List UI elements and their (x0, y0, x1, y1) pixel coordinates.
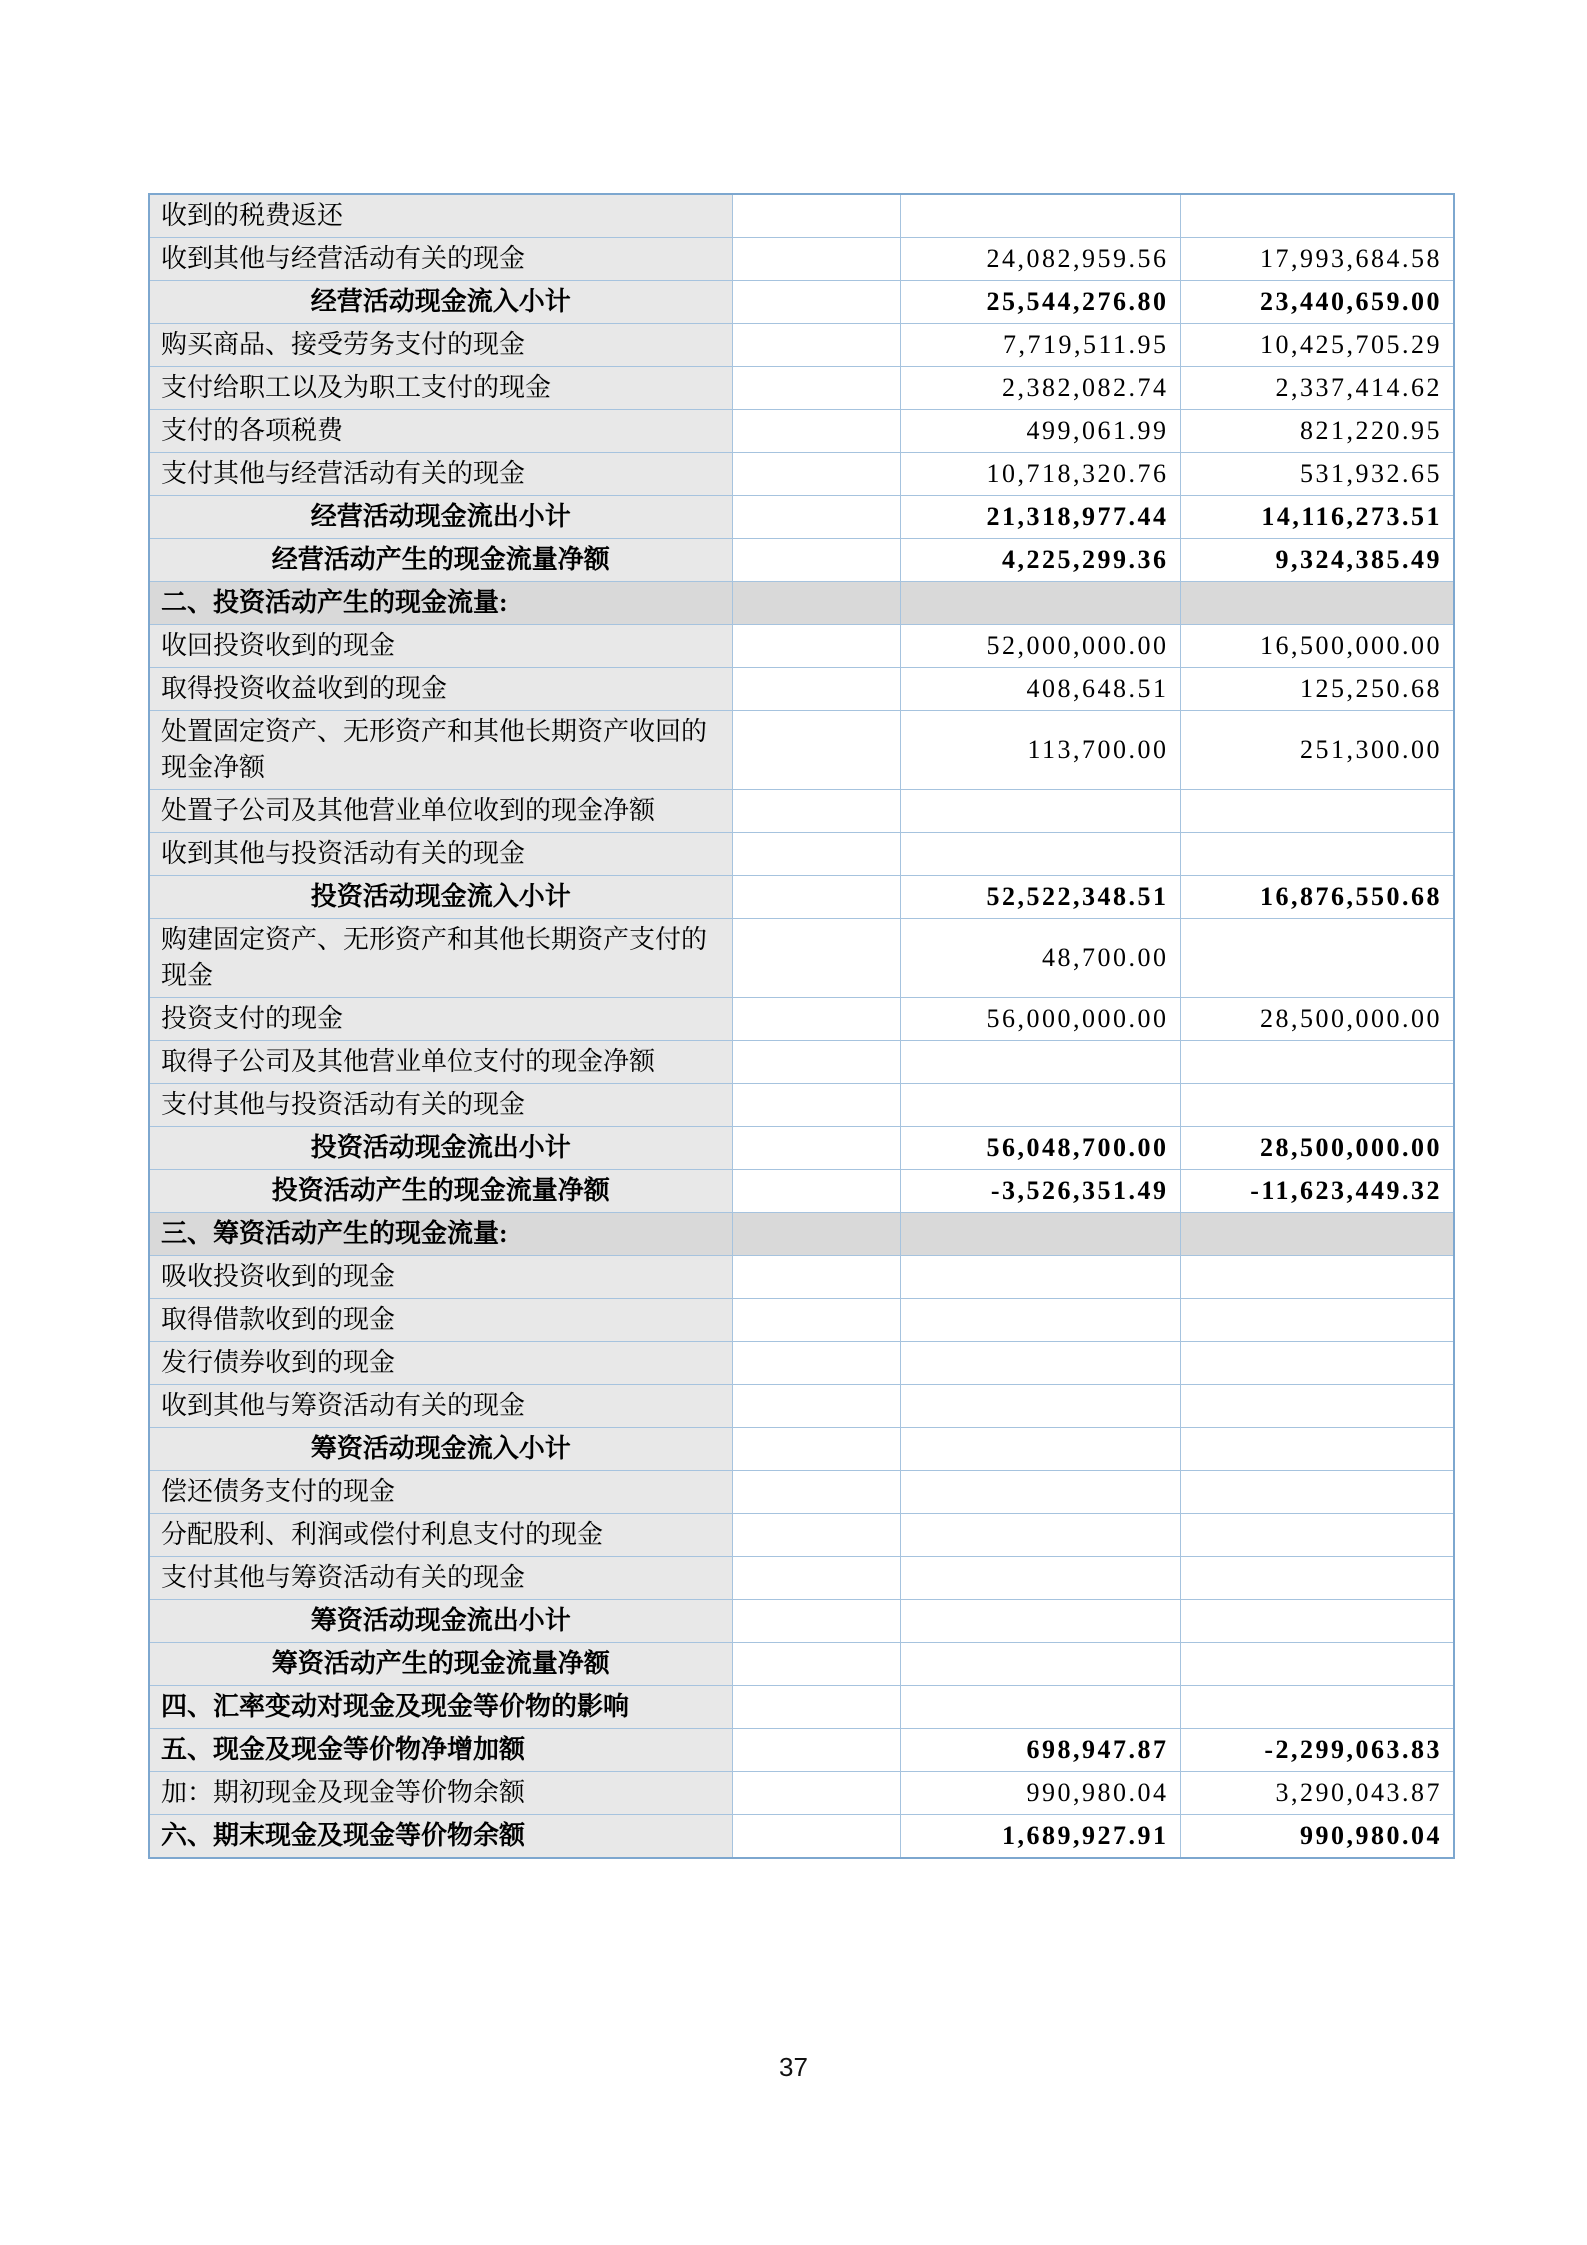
table-row (149, 1772, 1454, 1815)
table-row (149, 1127, 1454, 1170)
table-row (149, 876, 1454, 919)
row-label: 处置子公司及其他营业单位收到的现金净额 (149, 790, 732, 833)
row-label: 筹资活动现金流出小计 (149, 1600, 732, 1643)
table-row (149, 1600, 1454, 1643)
note-cell (732, 1686, 900, 1729)
note-cell (732, 1428, 900, 1471)
current-period-value (900, 582, 1180, 625)
row-label: 取得投资收益收到的现金 (149, 668, 732, 711)
prior-period-value (1180, 1084, 1454, 1127)
current-period-value: 52,000,000.00 (900, 625, 1180, 668)
current-period-value: 21,318,977.44 (900, 496, 1180, 539)
current-period-value: 499,061.99 (900, 410, 1180, 453)
note-cell (732, 281, 900, 324)
prior-period-value (1180, 919, 1454, 998)
prior-period-value: 990,980.04 (1180, 1815, 1454, 1859)
page-number: 37 (779, 2052, 808, 2082)
prior-period-value: 9,324,385.49 (1180, 539, 1454, 582)
prior-period-value (1180, 1299, 1454, 1342)
note-cell (732, 998, 900, 1041)
table-row (149, 625, 1454, 668)
note-cell (732, 1815, 900, 1859)
table-row (149, 1815, 1454, 1859)
table-row (149, 324, 1454, 367)
prior-period-value (1180, 790, 1454, 833)
prior-period-value (1180, 1428, 1454, 1471)
row-label: 收到其他与经营活动有关的现金 (149, 238, 732, 281)
prior-period-value: 125,250.68 (1180, 668, 1454, 711)
row-label: 投资支付的现金 (149, 998, 732, 1041)
current-period-value (900, 1514, 1180, 1557)
prior-period-value: 3,290,043.87 (1180, 1772, 1454, 1815)
current-period-value: 990,980.04 (900, 1772, 1180, 1815)
prior-period-value: 16,500,000.00 (1180, 625, 1454, 668)
row-label: 筹资活动现金流入小计 (149, 1428, 732, 1471)
row-label: 五、现金及现金等价物净增加额 (149, 1729, 732, 1772)
table-row (149, 238, 1454, 281)
note-cell (732, 919, 900, 998)
note-cell (732, 876, 900, 919)
note-cell (732, 1385, 900, 1428)
row-label: 处置固定资产、无形资产和其他长期资产收回的现金净额 (149, 711, 732, 790)
row-label: 收到其他与筹资活动有关的现金 (149, 1385, 732, 1428)
row-label: 投资活动现金流入小计 (149, 876, 732, 919)
table-row (149, 919, 1454, 998)
row-label: 经营活动产生的现金流量净额 (149, 539, 732, 582)
current-period-value: 52,522,348.51 (900, 876, 1180, 919)
prior-period-value (1180, 1471, 1454, 1514)
row-label: 支付其他与筹资活动有关的现金 (149, 1557, 732, 1600)
current-period-value: 1,689,927.91 (900, 1815, 1180, 1859)
note-cell (732, 1342, 900, 1385)
prior-period-value (1180, 833, 1454, 876)
row-label: 收到其他与投资活动有关的现金 (149, 833, 732, 876)
table-row (149, 1256, 1454, 1299)
prior-period-value: 531,932.65 (1180, 453, 1454, 496)
row-label: 三、筹资活动产生的现金流量: (149, 1213, 732, 1256)
note-cell (732, 711, 900, 790)
row-label: 支付其他与投资活动有关的现金 (149, 1084, 732, 1127)
note-cell (732, 367, 900, 410)
table-row (149, 1041, 1454, 1084)
table-row (149, 1514, 1454, 1557)
row-label: 发行债券收到的现金 (149, 1342, 732, 1385)
prior-period-value (1180, 1213, 1454, 1256)
prior-period-value: 821,220.95 (1180, 410, 1454, 453)
current-period-value (900, 1643, 1180, 1686)
current-period-value: 10,718,320.76 (900, 453, 1180, 496)
current-period-value: 408,648.51 (900, 668, 1180, 711)
table-row (149, 539, 1454, 582)
prior-period-value: -11,623,449.32 (1180, 1170, 1454, 1213)
row-label: 六、期末现金及现金等价物余额 (149, 1815, 732, 1859)
prior-period-value (1180, 1557, 1454, 1600)
row-label: 取得子公司及其他营业单位支付的现金净额 (149, 1041, 732, 1084)
note-cell (732, 1643, 900, 1686)
table-row (149, 367, 1454, 410)
note-cell (732, 668, 900, 711)
table-row (149, 998, 1454, 1041)
note-cell (732, 1084, 900, 1127)
table-row (149, 833, 1454, 876)
current-period-value (900, 1471, 1180, 1514)
row-label: 经营活动现金流入小计 (149, 281, 732, 324)
current-period-value: -3,526,351.49 (900, 1170, 1180, 1213)
prior-period-value (1180, 582, 1454, 625)
row-label: 收到的税费返还 (149, 194, 732, 238)
current-period-value (900, 1428, 1180, 1471)
current-period-value (900, 1213, 1180, 1256)
table-row (149, 1428, 1454, 1471)
prior-period-value (1180, 1256, 1454, 1299)
table-row (149, 496, 1454, 539)
table-row (149, 711, 1454, 790)
row-label: 支付给职工以及为职工支付的现金 (149, 367, 732, 410)
table-row (149, 1084, 1454, 1127)
prior-period-value: 251,300.00 (1180, 711, 1454, 790)
note-cell (732, 790, 900, 833)
current-period-value (900, 1299, 1180, 1342)
table-row (149, 790, 1454, 833)
row-label: 投资活动产生的现金流量净额 (149, 1170, 732, 1213)
note-cell (732, 582, 900, 625)
current-period-value: 2,382,082.74 (900, 367, 1180, 410)
current-period-value: 48,700.00 (900, 919, 1180, 998)
note-cell (732, 1213, 900, 1256)
row-label: 分配股利、利润或偿付利息支付的现金 (149, 1514, 732, 1557)
note-cell (732, 1557, 900, 1600)
table-row (149, 1643, 1454, 1686)
note-cell (732, 1514, 900, 1557)
row-label: 购建固定资产、无形资产和其他长期资产支付的现金 (149, 919, 732, 998)
table-row (149, 194, 1454, 238)
current-period-value (900, 1600, 1180, 1643)
row-label: 二、投资活动产生的现金流量: (149, 582, 732, 625)
note-cell (732, 1041, 900, 1084)
current-period-value: 113,700.00 (900, 711, 1180, 790)
current-period-value (900, 1256, 1180, 1299)
current-period-value (900, 790, 1180, 833)
prior-period-value: 14,116,273.51 (1180, 496, 1454, 539)
prior-period-value (1180, 1686, 1454, 1729)
note-cell (732, 194, 900, 238)
row-label: 偿还债务支付的现金 (149, 1471, 732, 1514)
current-period-value (900, 1557, 1180, 1600)
table-row (149, 1686, 1454, 1729)
note-cell (732, 1600, 900, 1643)
current-period-value: 698,947.87 (900, 1729, 1180, 1772)
row-label: 购买商品、接受劳务支付的现金 (149, 324, 732, 367)
row-label: 取得借款收到的现金 (149, 1299, 732, 1342)
table-row (149, 1213, 1454, 1256)
row-label: 四、汇率变动对现金及现金等价物的影响 (149, 1686, 732, 1729)
prior-period-value (1180, 1514, 1454, 1557)
current-period-value (900, 1686, 1180, 1729)
prior-period-value: 28,500,000.00 (1180, 1127, 1454, 1170)
current-period-value (900, 833, 1180, 876)
prior-period-value: 2,337,414.62 (1180, 367, 1454, 410)
table-row (149, 1471, 1454, 1514)
prior-period-value (1180, 1041, 1454, 1084)
current-period-value: 24,082,959.56 (900, 238, 1180, 281)
note-cell (732, 1299, 900, 1342)
row-label: 收回投资收到的现金 (149, 625, 732, 668)
table-row (149, 453, 1454, 496)
prior-period-value (1180, 1600, 1454, 1643)
table-row (149, 1557, 1454, 1600)
table-row (149, 668, 1454, 711)
note-cell (732, 324, 900, 367)
prior-period-value: 23,440,659.00 (1180, 281, 1454, 324)
note-cell (732, 539, 900, 582)
prior-period-value: 28,500,000.00 (1180, 998, 1454, 1041)
row-label: 支付其他与经营活动有关的现金 (149, 453, 732, 496)
note-cell (732, 833, 900, 876)
current-period-value (900, 1041, 1180, 1084)
current-period-value: 4,225,299.36 (900, 539, 1180, 582)
prior-period-value: 17,993,684.58 (1180, 238, 1454, 281)
row-label: 支付的各项税费 (149, 410, 732, 453)
prior-period-value (1180, 1385, 1454, 1428)
current-period-value: 56,000,000.00 (900, 998, 1180, 1041)
table-row (149, 410, 1454, 453)
row-label: 经营活动现金流出小计 (149, 496, 732, 539)
prior-period-value (1180, 1643, 1454, 1686)
table-row (149, 1729, 1454, 1772)
note-cell (732, 1256, 900, 1299)
note-cell (732, 453, 900, 496)
table-body (149, 194, 1454, 1858)
note-cell (732, 1772, 900, 1815)
table-row (149, 281, 1454, 324)
note-cell (732, 625, 900, 668)
cash-flow-statement-table (148, 193, 1455, 1859)
prior-period-value: 10,425,705.29 (1180, 324, 1454, 367)
prior-period-value (1180, 194, 1454, 238)
note-cell (732, 1471, 900, 1514)
note-cell (732, 1127, 900, 1170)
table-row (149, 1170, 1454, 1213)
current-period-value: 56,048,700.00 (900, 1127, 1180, 1170)
note-cell (732, 410, 900, 453)
note-cell (732, 496, 900, 539)
table-row (149, 1385, 1454, 1428)
row-label: 吸收投资收到的现金 (149, 1256, 732, 1299)
table-row (149, 1299, 1454, 1342)
current-period-value: 7,719,511.95 (900, 324, 1180, 367)
current-period-value (900, 1385, 1180, 1428)
current-period-value (900, 1342, 1180, 1385)
row-label: 加：期初现金及现金等价物余额 (149, 1772, 732, 1815)
note-cell (732, 1729, 900, 1772)
prior-period-value: 16,876,550.68 (1180, 876, 1454, 919)
prior-period-value (1180, 1342, 1454, 1385)
note-cell (732, 1170, 900, 1213)
row-label: 投资活动现金流出小计 (149, 1127, 732, 1170)
table-row (149, 1342, 1454, 1385)
table-row (149, 582, 1454, 625)
current-period-value: 25,544,276.80 (900, 281, 1180, 324)
current-period-value (900, 1084, 1180, 1127)
row-label: 筹资活动产生的现金流量净额 (149, 1643, 732, 1686)
current-period-value (900, 194, 1180, 238)
prior-period-value: -2,299,063.83 (1180, 1729, 1454, 1772)
note-cell (732, 238, 900, 281)
